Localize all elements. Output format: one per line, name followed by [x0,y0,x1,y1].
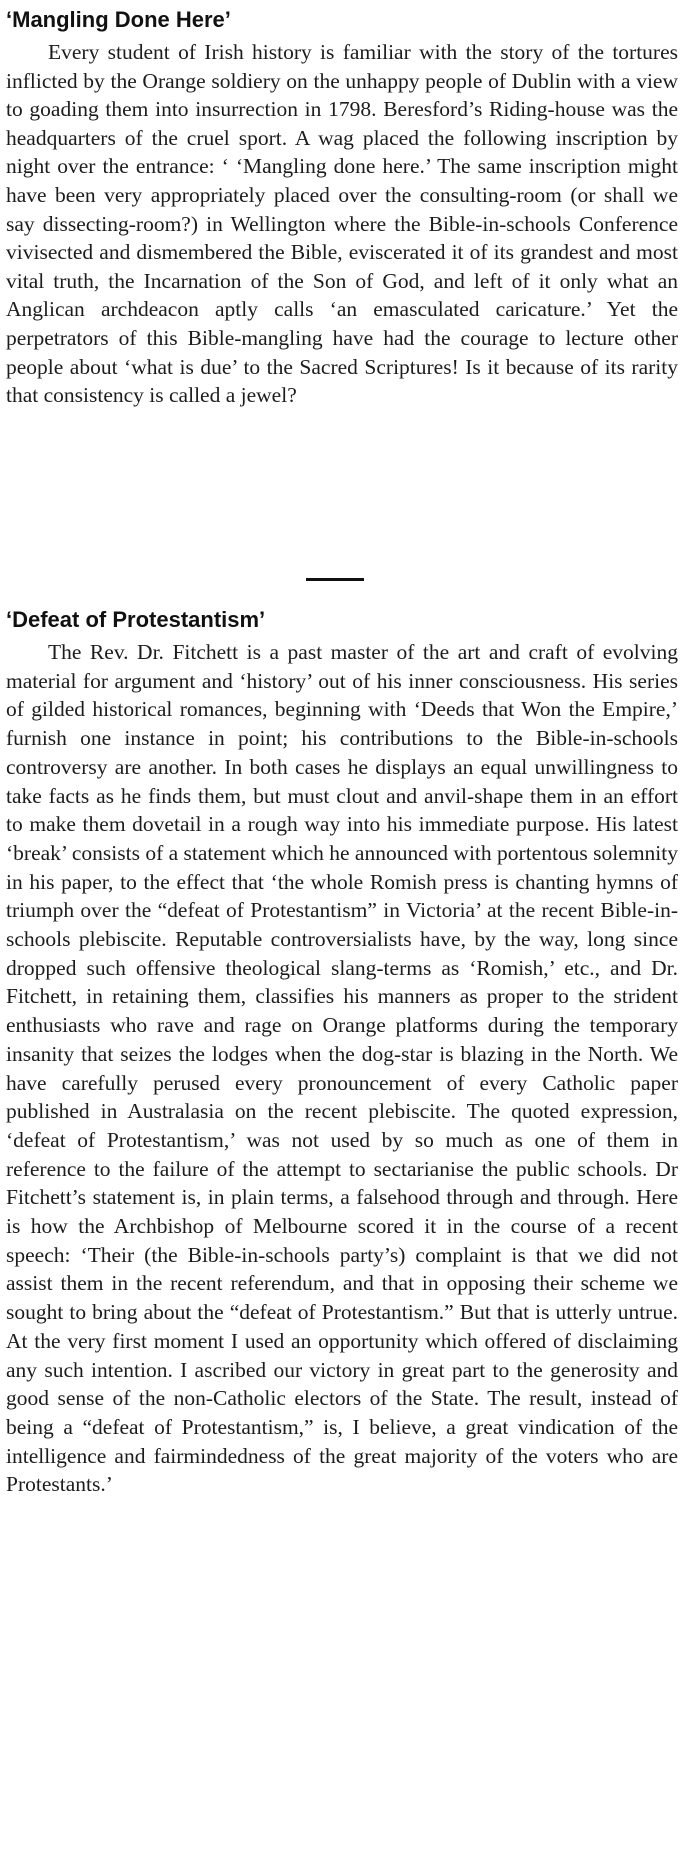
article-body: The Rev. Dr. Fitchett is a past master of the art and craft of evolving material for argument and ‘history’ out of his inner consciousness. His series of gilded historical romances, beginning with ‘Deeds that Won the Empire,’ furnish one instance in point; his contributions to the Bible-in-schools controversy are another. In both cases he displays an equal unwillingness to take facts as he finds them, but must clout and anvil-shape them in an effort to make them dovetail in a rough way into his immediate purpose. His latest ‘break’ consists of a statement which he announced with portentous solemnity in his paper, to the effect that ‘the whole Romish press is chanting hymns of triumph over the “defeat of Protestantism” in Victoria’ at the recent Bible-in-schools plebiscite. Reputable controversialists have, by the way, long since dropped such offensive theological slang-terms as ‘Romish,’ etc., and Dr. Fitchett, in retaining them, classifies his manners as proper to the strident enthusiasts who rave and rage on Orange platforms during the temporary insanity that seizes the lodges when the dog-star is blazing in the North. We have carefully perused every pronouncement of every Catholic paper published in Australasia on the recent plebiscite. The quoted expression, ‘defeat of Protestantism,’ was not used by so much as one of them in reference to the failure of the attempt to sectarianise the public schools. Dr Fitchett’s statement is, in plain terms, a falsehood through and through. Here is how the Archbishop of Melbourne scored it in the course of a recent speech: ‘Their (the Bible-in-schools party’s) complaint is that we did not assist them in the recent referendum, and that in opposing their scheme we sought to bring about the “defeat of Protestantism.” But that is utterly untrue. At the very first moment I used an opportunity which offered of disclaiming any such intention. I ascribed our victory in great part to the generosity and good sense of the non-Catholic electors of the State. The result, instead of being a “defeat of Protestantism,” is, I believe, a great vindication of the intelligence and fairmindedness of the great majority of the voters who are Protestants.’ [6,640,678,1497]
article-heading: ‘Mangling Done Here’ [6,7,231,32]
article-defeat-of-protestantism [6,606,678,1499]
section-divider [306,578,364,581]
article-mangling-done-here [6,6,678,410]
article-body: Every student of Irish history is familiar with the story of the tortures inflicted by the Orange soldiery on the unhappy people of Dublin with a view to goading them into insurrection in 1798. Beresford’s Riding-house was the headquarters of the cruel sport. A wag placed the following inscription by night over the entrance: ‘ ‘Mangling done here.’ The same inscription might have been very appropriately placed over the consulting-room (or shall we say dissecting-room?) in Wellington where the Bible-in-schools Conference vivisected and dismembered the Bible, eviscerated it of its grandest and most vital truth, the Incarnation of the Son of God, and left of it only what an Anglican archdeacon aptly calls ‘an emasculated caricature.’ Yet the perpetrators of this Bible-mangling have had the courage to lecture other people about ‘what is due’ to the Sacred Scriptures! Is it because of its rarity that consistency is called a jewel? [6,40,678,408]
article-heading: ‘Defeat of Protestantism’ [6,607,266,632]
